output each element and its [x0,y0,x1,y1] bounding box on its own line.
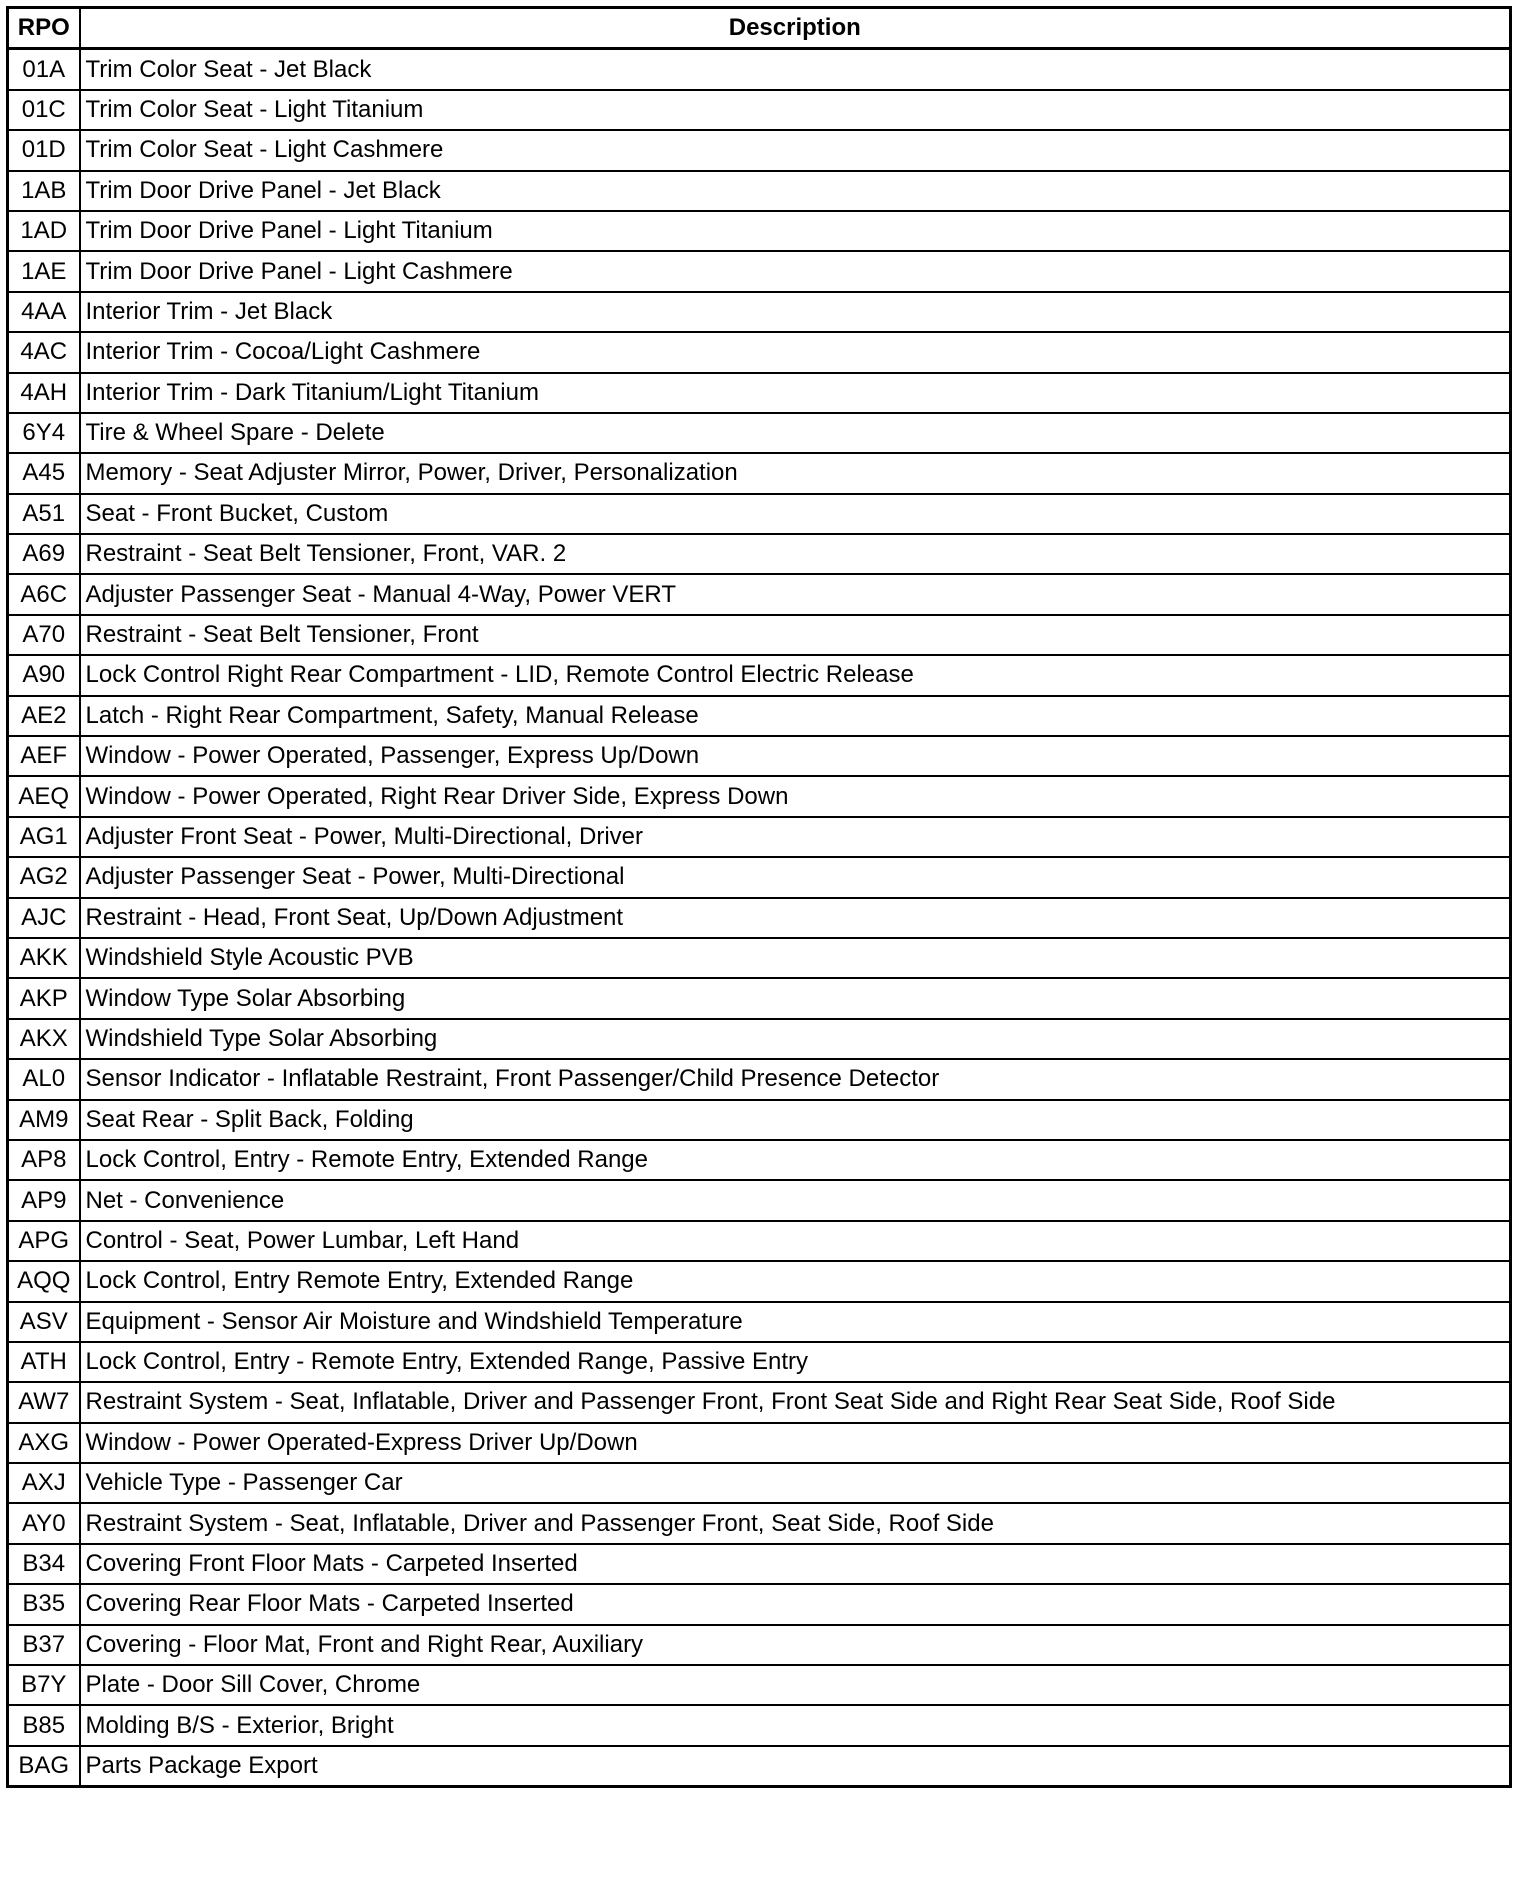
description-cell: Adjuster Passenger Seat - Manual 4-Way, Power VERT [80,574,1511,614]
rpo-table [6,6,1512,1788]
description-cell: Restraint - Seat Belt Tensioner, Front, VAR. 2 [80,534,1511,574]
description-cell: Seat - Front Bucket, Custom [80,494,1511,534]
table-row [8,1261,1511,1301]
table-row [8,494,1511,534]
description-cell: Window - Power Operated, Passenger, Express Up/Down [80,736,1511,776]
rpo-code-cell: AG2 [8,857,80,897]
description-cell: Interior Trim - Jet Black [80,292,1511,332]
table-row [8,1625,1511,1665]
description-cell: Lock Control, Entry - Remote Entry, Extended Range [80,1140,1511,1180]
header-row [8,8,1511,49]
rpo-code-cell: AJC [8,898,80,938]
rpo-code-cell: ASV [8,1302,80,1342]
description-cell: Vehicle Type - Passenger Car [80,1463,1511,1503]
rpo-code-cell: AP9 [8,1180,80,1220]
table-row [8,1140,1511,1180]
rpo-code-cell: BAG [8,1746,80,1787]
description-cell: Adjuster Passenger Seat - Power, Multi-Directional [80,857,1511,897]
description-cell: Trim Color Seat - Light Titanium [80,90,1511,130]
description-cell: Restraint System - Seat, Inflatable, Driver and Passenger Front, Seat Side, Roof Side [80,1503,1511,1543]
table-row [8,1544,1511,1584]
rpo-code-cell: AE2 [8,696,80,736]
description-cell: Trim Door Drive Panel - Light Cashmere [80,251,1511,291]
description-cell: Interior Trim - Dark Titanium/Light Titanium [80,373,1511,413]
description-cell: Trim Door Drive Panel - Light Titanium [80,211,1511,251]
description-cell: Restraint - Head, Front Seat, Up/Down Adjustment [80,898,1511,938]
table-row [8,817,1511,857]
table-row [8,696,1511,736]
table-row [8,1503,1511,1543]
table-row [8,1382,1511,1422]
rpo-code-cell: AW7 [8,1382,80,1422]
rpo-code-cell: A69 [8,534,80,574]
description-cell: Net - Convenience [80,1180,1511,1220]
table-row [8,615,1511,655]
table-row [8,332,1511,372]
rpo-code-cell: AM9 [8,1100,80,1140]
description-cell: Lock Control Right Rear Compartment - LID, Remote Control Electric Release [80,655,1511,695]
table-row [8,1342,1511,1382]
rpo-code-cell: 4AA [8,292,80,332]
description-cell: Adjuster Front Seat - Power, Multi-Directional, Driver [80,817,1511,857]
description-cell: Sensor Indicator - Inflatable Restraint, Front Passenger/Child Presence Detector [80,1059,1511,1099]
rpo-code-cell: A45 [8,453,80,493]
table-header [8,8,1511,49]
table-row [8,1180,1511,1220]
rpo-code-cell: AKX [8,1019,80,1059]
rpo-code-cell: 01A [8,49,80,90]
rpo-code-cell: B35 [8,1584,80,1624]
table-row [8,898,1511,938]
table-row [8,90,1511,130]
table-row [8,1423,1511,1463]
description-cell: Plate - Door Sill Cover, Chrome [80,1665,1511,1705]
table-row [8,1059,1511,1099]
description-cell: Covering Front Floor Mats - Carpeted Inserted [80,1544,1511,1584]
rpo-code-cell: 01C [8,90,80,130]
rpo-code-cell: 4AC [8,332,80,372]
rpo-code-cell: A90 [8,655,80,695]
rpo-code-cell: AXJ [8,1463,80,1503]
description-cell: Restraint System - Seat, Inflatable, Driver and Passenger Front, Front Seat Side and Right Rear Seat Side, Roof Side [80,1382,1511,1422]
rpo-code-cell: B85 [8,1705,80,1745]
rpo-code-cell: A6C [8,574,80,614]
table-body [8,49,1511,1787]
description-cell: Equipment - Sensor Air Moisture and Windshield Temperature [80,1302,1511,1342]
description-cell: Window - Power Operated, Right Rear Driver Side, Express Down [80,776,1511,816]
table-row [8,655,1511,695]
rpo-code-cell: A70 [8,615,80,655]
rpo-code-cell: B34 [8,1544,80,1584]
rpo-code-cell: AEF [8,736,80,776]
description-cell: Latch - Right Rear Compartment, Safety, Manual Release [80,696,1511,736]
rpo-code-cell: AP8 [8,1140,80,1180]
rpo-code-cell: 1AD [8,211,80,251]
rpo-code-cell: B37 [8,1625,80,1665]
rpo-code-cell: 6Y4 [8,413,80,453]
table-row [8,1302,1511,1342]
table-row [8,736,1511,776]
description-cell: Trim Door Drive Panel - Jet Black [80,171,1511,211]
rpo-code-cell: AKP [8,978,80,1018]
table-row [8,574,1511,614]
table-row [8,1665,1511,1705]
table-row [8,413,1511,453]
description-cell: Windshield Style Acoustic PVB [80,938,1511,978]
table-row [8,776,1511,816]
table-row [8,373,1511,413]
table-row [8,1019,1511,1059]
rpo-code-cell: AG1 [8,817,80,857]
description-column-header: Description [80,8,1511,49]
rpo-code-cell: B7Y [8,1665,80,1705]
rpo-column-header: RPO [8,8,80,49]
table-row [8,211,1511,251]
rpo-code-cell: 01D [8,130,80,170]
table-row [8,1221,1511,1261]
table-row [8,171,1511,211]
rpo-code-cell: AXG [8,1423,80,1463]
rpo-code-cell: APG [8,1221,80,1261]
table-row [8,1705,1511,1745]
rpo-code-cell: A51 [8,494,80,534]
table-row [8,1584,1511,1624]
description-cell: Window Type Solar Absorbing [80,978,1511,1018]
rpo-code-cell: 4AH [8,373,80,413]
rpo-code-cell: 1AB [8,171,80,211]
description-cell: Trim Color Seat - Jet Black [80,49,1511,90]
table-row [8,978,1511,1018]
table-row [8,938,1511,978]
table-row [8,1100,1511,1140]
table-row [8,857,1511,897]
table-row [8,453,1511,493]
description-cell: Covering Rear Floor Mats - Carpeted Inserted [80,1584,1511,1624]
table-row [8,130,1511,170]
description-cell: Lock Control, Entry - Remote Entry, Extended Range, Passive Entry [80,1342,1511,1382]
description-cell: Seat Rear - Split Back, Folding [80,1100,1511,1140]
rpo-code-cell: AKK [8,938,80,978]
rpo-code-cell: AL0 [8,1059,80,1099]
table-row [8,1746,1511,1787]
table-row [8,534,1511,574]
table-row [8,251,1511,291]
description-cell: Trim Color Seat - Light Cashmere [80,130,1511,170]
rpo-code-cell: AEQ [8,776,80,816]
rpo-code-cell: 1AE [8,251,80,291]
description-cell: Window - Power Operated-Express Driver Up/Down [80,1423,1511,1463]
table-row [8,49,1511,90]
table-row [8,1463,1511,1503]
table-row [8,292,1511,332]
rpo-code-cell: AY0 [8,1503,80,1543]
description-cell: Interior Trim - Cocoa/Light Cashmere [80,332,1511,372]
description-cell: Control - Seat, Power Lumbar, Left Hand [80,1221,1511,1261]
description-cell: Restraint - Seat Belt Tensioner, Front [80,615,1511,655]
description-cell: Molding B/S - Exterior, Bright [80,1705,1511,1745]
rpo-code-cell: AQQ [8,1261,80,1301]
description-cell: Memory - Seat Adjuster Mirror, Power, Driver, Personalization [80,453,1511,493]
description-cell: Parts Package Export [80,1746,1511,1787]
rpo-code-cell: ATH [8,1342,80,1382]
description-cell: Windshield Type Solar Absorbing [80,1019,1511,1059]
description-cell: Covering - Floor Mat, Front and Right Rear, Auxiliary [80,1625,1511,1665]
description-cell: Tire & Wheel Spare - Delete [80,413,1511,453]
description-cell: Lock Control, Entry Remote Entry, Extended Range [80,1261,1511,1301]
